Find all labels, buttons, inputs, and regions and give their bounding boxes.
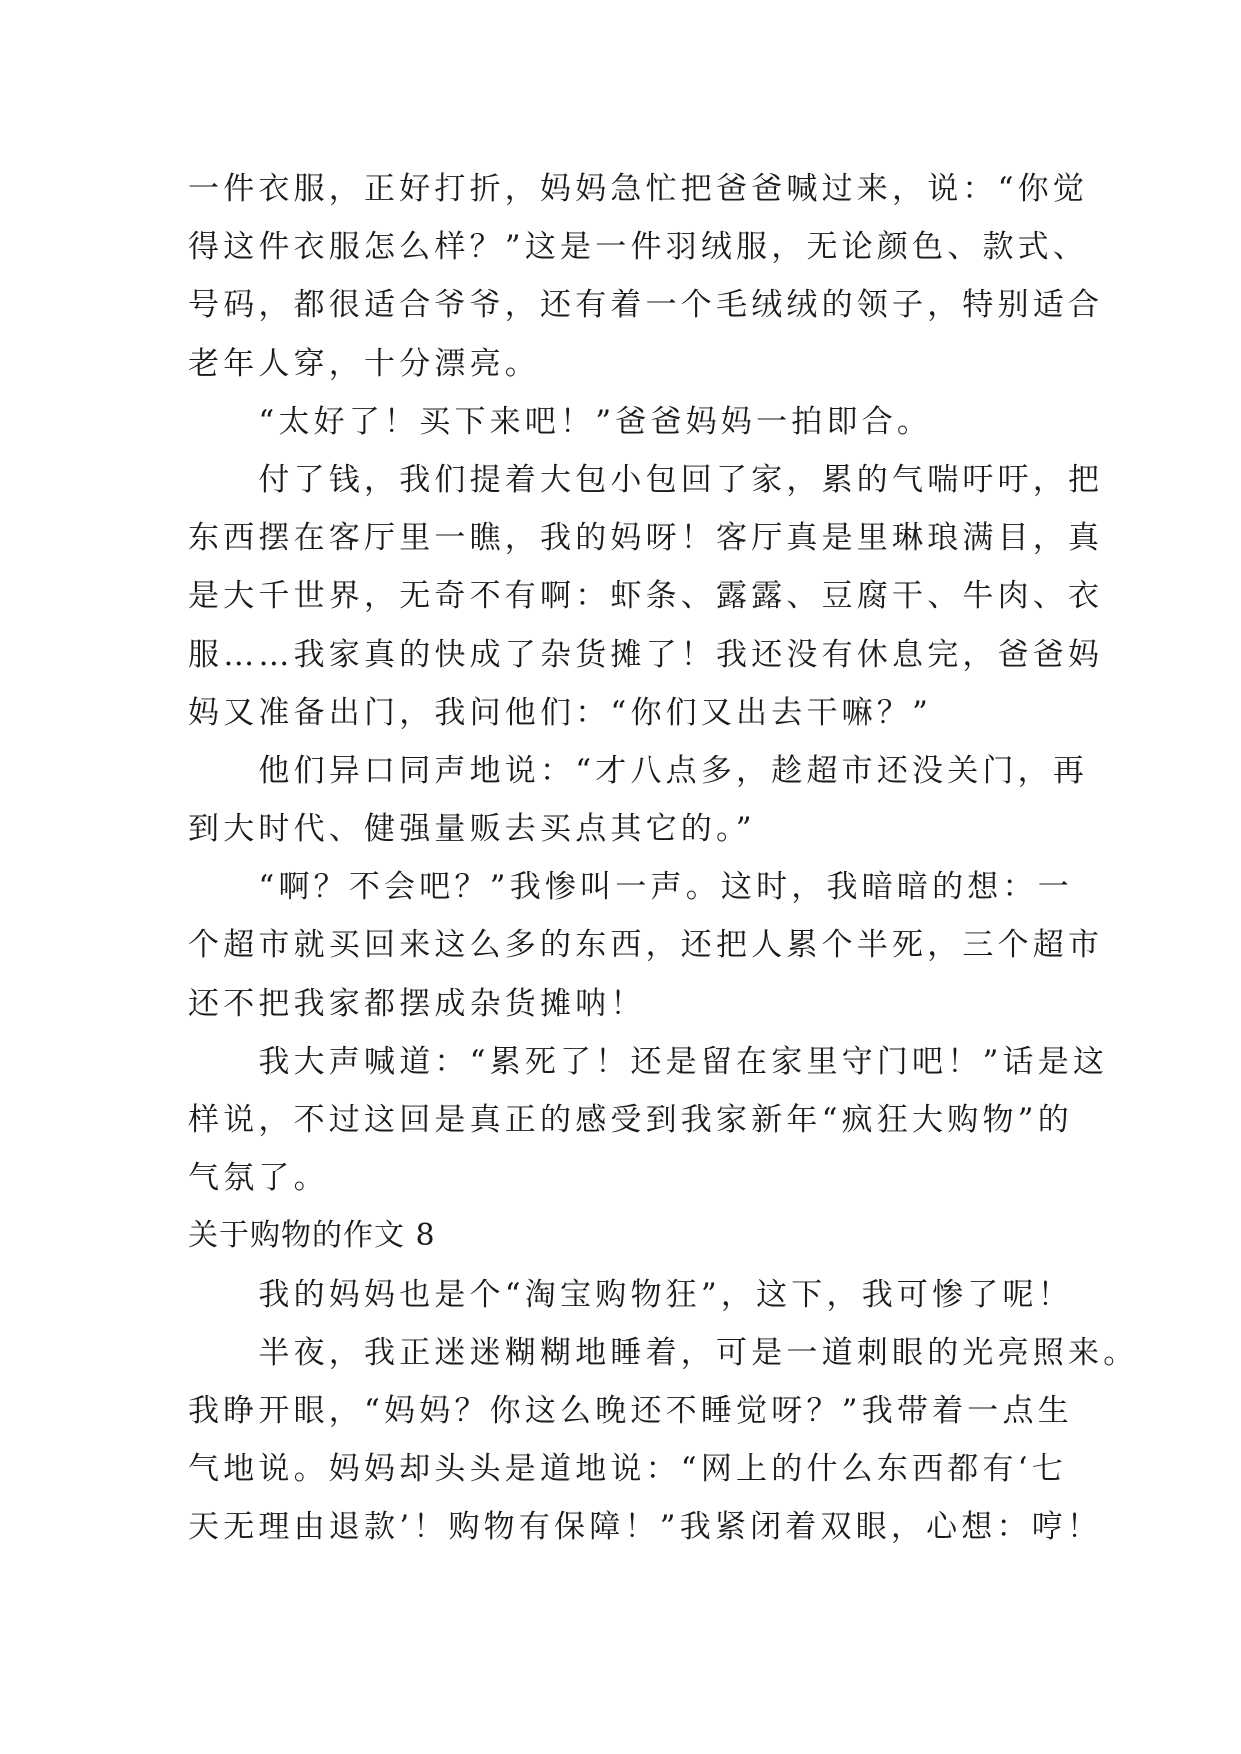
- document-body: [188, 160, 1139, 1557]
- text-line-13: “啊？不会吧？”我惨叫一声。这时，我暗暗的想：一: [188, 869, 1073, 906]
- text-line-3: 号码，都很适合爷爷，还有着一个毛绒绒的领子，特别适合: [188, 287, 1104, 324]
- text-line-16: 我大声喊道：“累死了！还是留在家里守门吧！”话是这: [188, 1043, 1109, 1080]
- text-line-12: 到大时代、健强量贩去买点其它的。”: [188, 811, 756, 848]
- text-line-20: 我的妈妈也是个“淘宝购物狂”，这下，我可惨了呢！: [188, 1276, 1073, 1313]
- text-line-2: 得这件衣服怎么样？”这是一件羽绒服，无论颜色、款式、: [188, 229, 1089, 266]
- text-line-4: 老年人穿，十分漂亮。: [188, 345, 540, 382]
- section-heading: 关于购物的作文 8: [188, 1218, 436, 1254]
- text-line-9: 服……我家真的快成了杂货摊了！我还没有休息完，爸爸妈: [188, 636, 1104, 673]
- text-line-22: 我睁开眼，“妈妈？你这么晚还不睡觉呀？”我带着一点生: [188, 1392, 1073, 1429]
- text-line-18: 气氛了。: [188, 1160, 329, 1197]
- text-line-17: 样说，不过这回是真正的感受到我家新年“疯狂大购物”的: [188, 1102, 1073, 1138]
- text-line-24: 天无理由退款’！购物有保障！”我紧闭着双眼，心想：哼！: [188, 1509, 1103, 1546]
- text-line-23: 气地说。妈妈却头头是道地说：“网上的什么东西都有‘七: [188, 1451, 1067, 1488]
- text-line-1: 一件衣服，正好打折，妈妈急忙把爸爸喊过来，说：“你觉: [188, 171, 1089, 207]
- text-line-8: 是大千世界，无奇不有啊：虾条、露露、豆腐干、牛肉、衣: [188, 578, 1104, 615]
- text-line-6: 付了钱，我们提着大包小包回了家，累的气喘吁吁，把: [188, 461, 1104, 498]
- text-line-14: 个超市就买回来这么多的东西，还把人累个半死，三个超市: [188, 927, 1104, 964]
- text-line-21: 半夜，我正迷迷糊糊地睡着，可是一道刺眼的光亮照来。: [188, 1334, 1139, 1371]
- text-line-15: 还不把我家都摆成杂货摊呐！: [188, 985, 646, 1022]
- text-line-7: 东西摆在客厅里一瞧，我的妈呀！客厅真是里琳琅满目，真: [188, 520, 1104, 557]
- text-line-10: 妈又准备出门，我问他们：“你们又出去干嘛？”: [188, 694, 933, 731]
- text-line-5: “太好了！买下来吧！”爸爸妈妈一拍即合。: [188, 403, 933, 440]
- text-line-11: 他们异口同声地说：“才八点多，趁超市还没关门，再: [188, 752, 1089, 789]
